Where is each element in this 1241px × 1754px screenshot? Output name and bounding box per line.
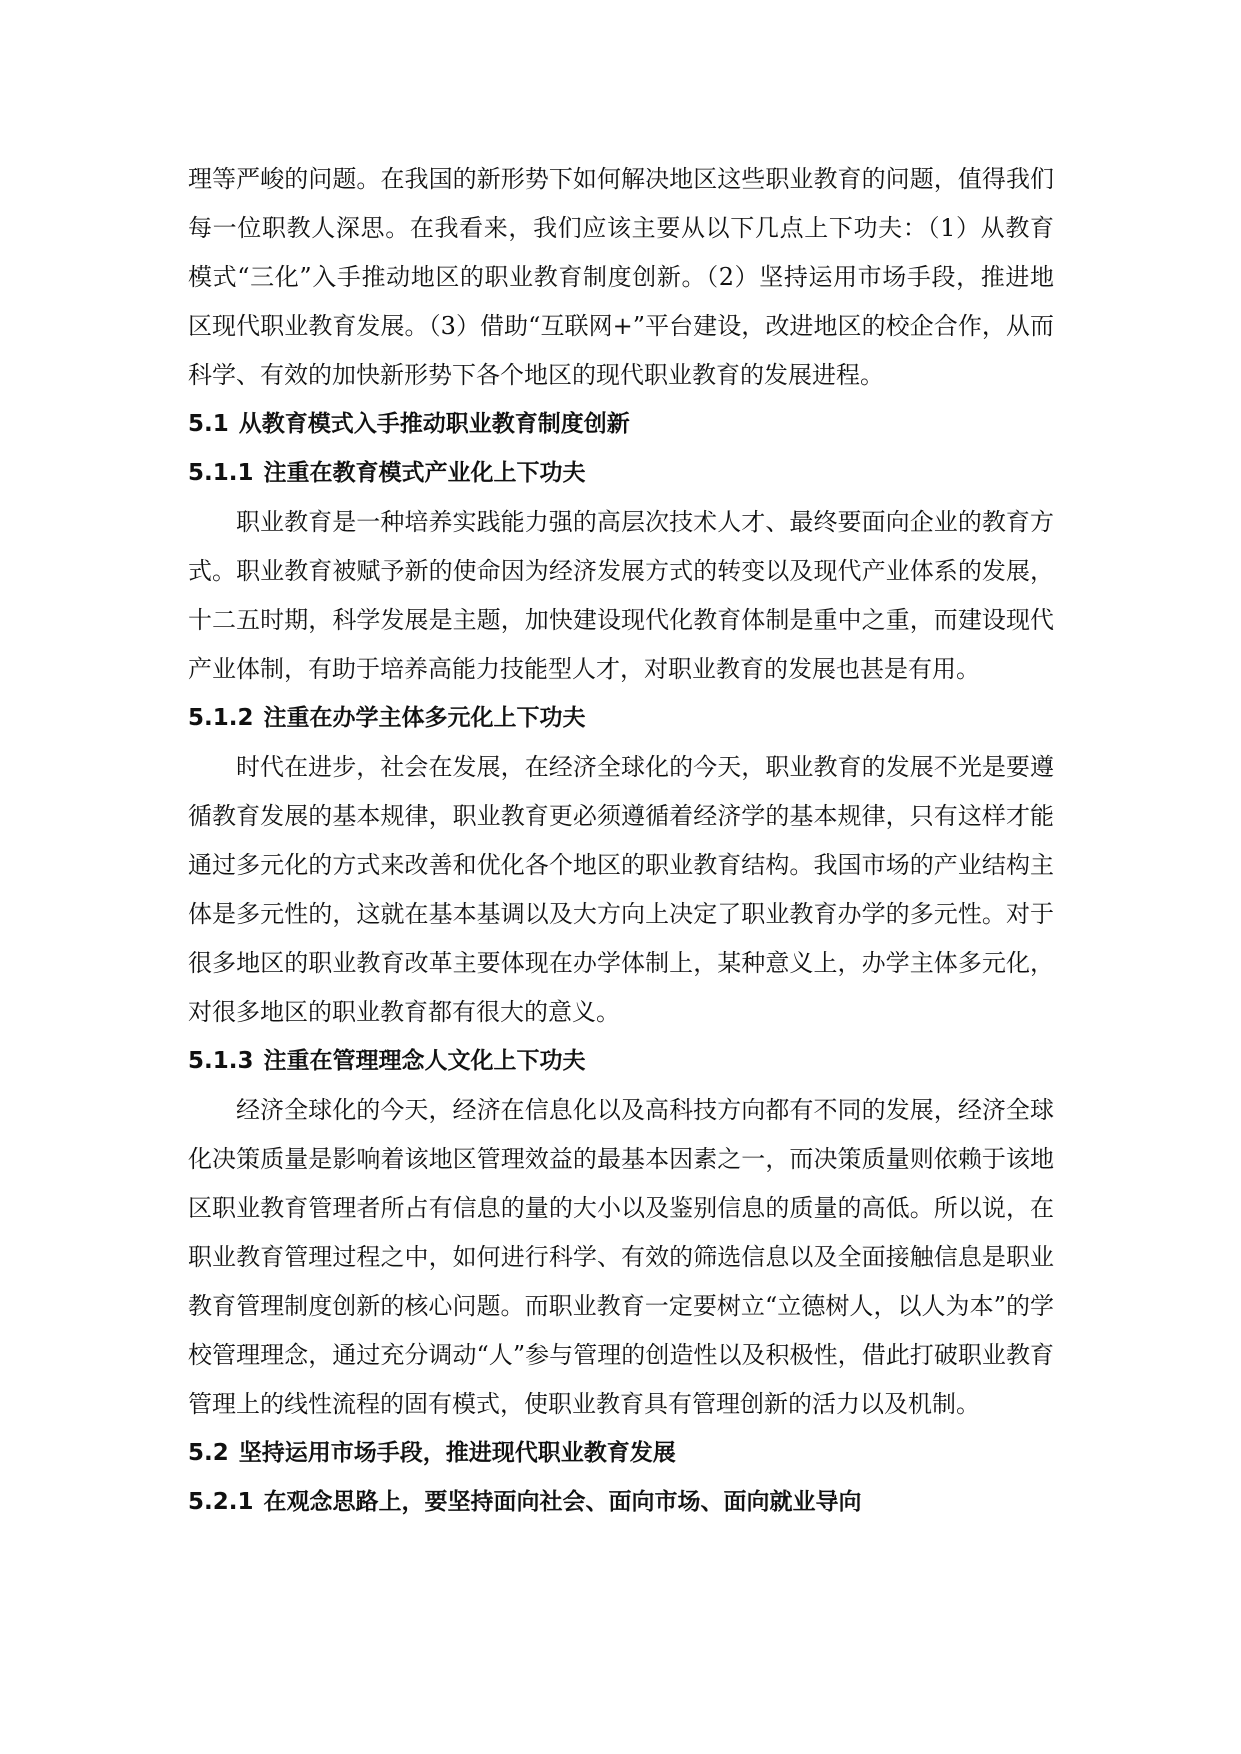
subsection-title: 注重在办学主体多元化上下功夫 xyxy=(263,705,586,731)
subsection-title: 注重在管理理念人文化上下功夫 xyxy=(263,1048,586,1074)
subsection-heading-5-1-1 xyxy=(188,449,1054,498)
subsection-number: 5.1.3 xyxy=(188,1048,254,1074)
subsection-heading-5-2-1 xyxy=(188,1478,1054,1527)
section-number: 5.1 xyxy=(188,411,229,437)
subsection-title: 注重在教育模式产业化上下功夫 xyxy=(263,460,586,486)
section-title: 从教育模式入手推动职业教育制度创新 xyxy=(238,411,630,437)
paragraph-5-1-2: 时代在进步，社会在发展，在经济全球化的今天，职业教育的发展不光是要遵循教育发展的基本规律，职业教育更必须遵循着经济学的基本规律，只有这样才能通过多元化的方式来改善和优化各个地区的职业教育结构。我国市场的产业结构主体是多元性的，这就在基本基调以及大方向上决定了职业教育办学的多元性。对于很多地区的职业教育改革主要体现在办学体制上，某种意义上，办学主体多元化，对很多地区的职业教育都有很大的意义。 xyxy=(188,753,1054,1026)
document-body xyxy=(188,155,1054,1527)
subsection-number: 5.1.1 xyxy=(188,460,254,486)
intro-paragraph: 理等严峻的问题。在我国的新形势下如何解决地区这些职业教育的问题，值得我们每一位职教人深思。在我看来，我们应该主要从以下几点上下功夫：（1）从教育模式“三化”入手推动地区的职业教育制度创新。（2）坚持运用市场手段，推进地区现代职业教育发展。（3）借助“互联网+”平台建设，改进地区的校企合作，从而科学、有效的加快新形势下各个地区的现代职业教育的发展进程。 xyxy=(188,165,1054,389)
subsection-number: 5.1.2 xyxy=(188,705,254,731)
paragraph-5-1-1: 职业教育是一种培养实践能力强的高层次技术人才、最终要面向企业的教育方式。职业教育被赋予新的使命因为经济发展方式的转变以及现代产业体系的发展，十二五时期，科学发展是主题，加快建设现代化教育体制是重中之重，而建设现代产业体制，有助于培养高能力技能型人才，对职业教育的发展也甚是有用。 xyxy=(188,508,1054,683)
section-heading-5-1 xyxy=(188,400,1054,449)
section-number: 5.2 xyxy=(188,1440,229,1466)
subsection-title: 在观念思路上，要坚持面向社会、面向市场、面向就业导向 xyxy=(263,1489,862,1515)
subsection-heading-5-1-3 xyxy=(188,1037,1054,1086)
subsection-heading-5-1-2 xyxy=(188,694,1054,743)
paragraph-5-1-3: 经济全球化的今天，经济在信息化以及高科技方向都有不同的发展，经济全球化决策质量是影响着该地区管理效益的最基本因素之一，而决策质量则依赖于该地区职业教育管理者所占有信息的量的大小以及鉴别信息的质量的高低。所以说，在职业教育管理过程之中，如何进行科学、有效的筛选信息以及全面接触信息是职业教育管理制度创新的核心问题。而职业教育一定要树立“立德树人，以人为本”的学校管理理念，通过充分调动“人”参与管理的创造性以及积极性，借此打破职业教育管理上的线性流程的固有模式，使职业教育具有管理创新的活力以及机制。 xyxy=(188,1096,1054,1418)
section-heading-5-2 xyxy=(188,1429,1054,1478)
section-title: 坚持运用市场手段，推进现代职业教育发展 xyxy=(238,1440,676,1466)
subsection-number: 5.2.1 xyxy=(188,1489,254,1515)
